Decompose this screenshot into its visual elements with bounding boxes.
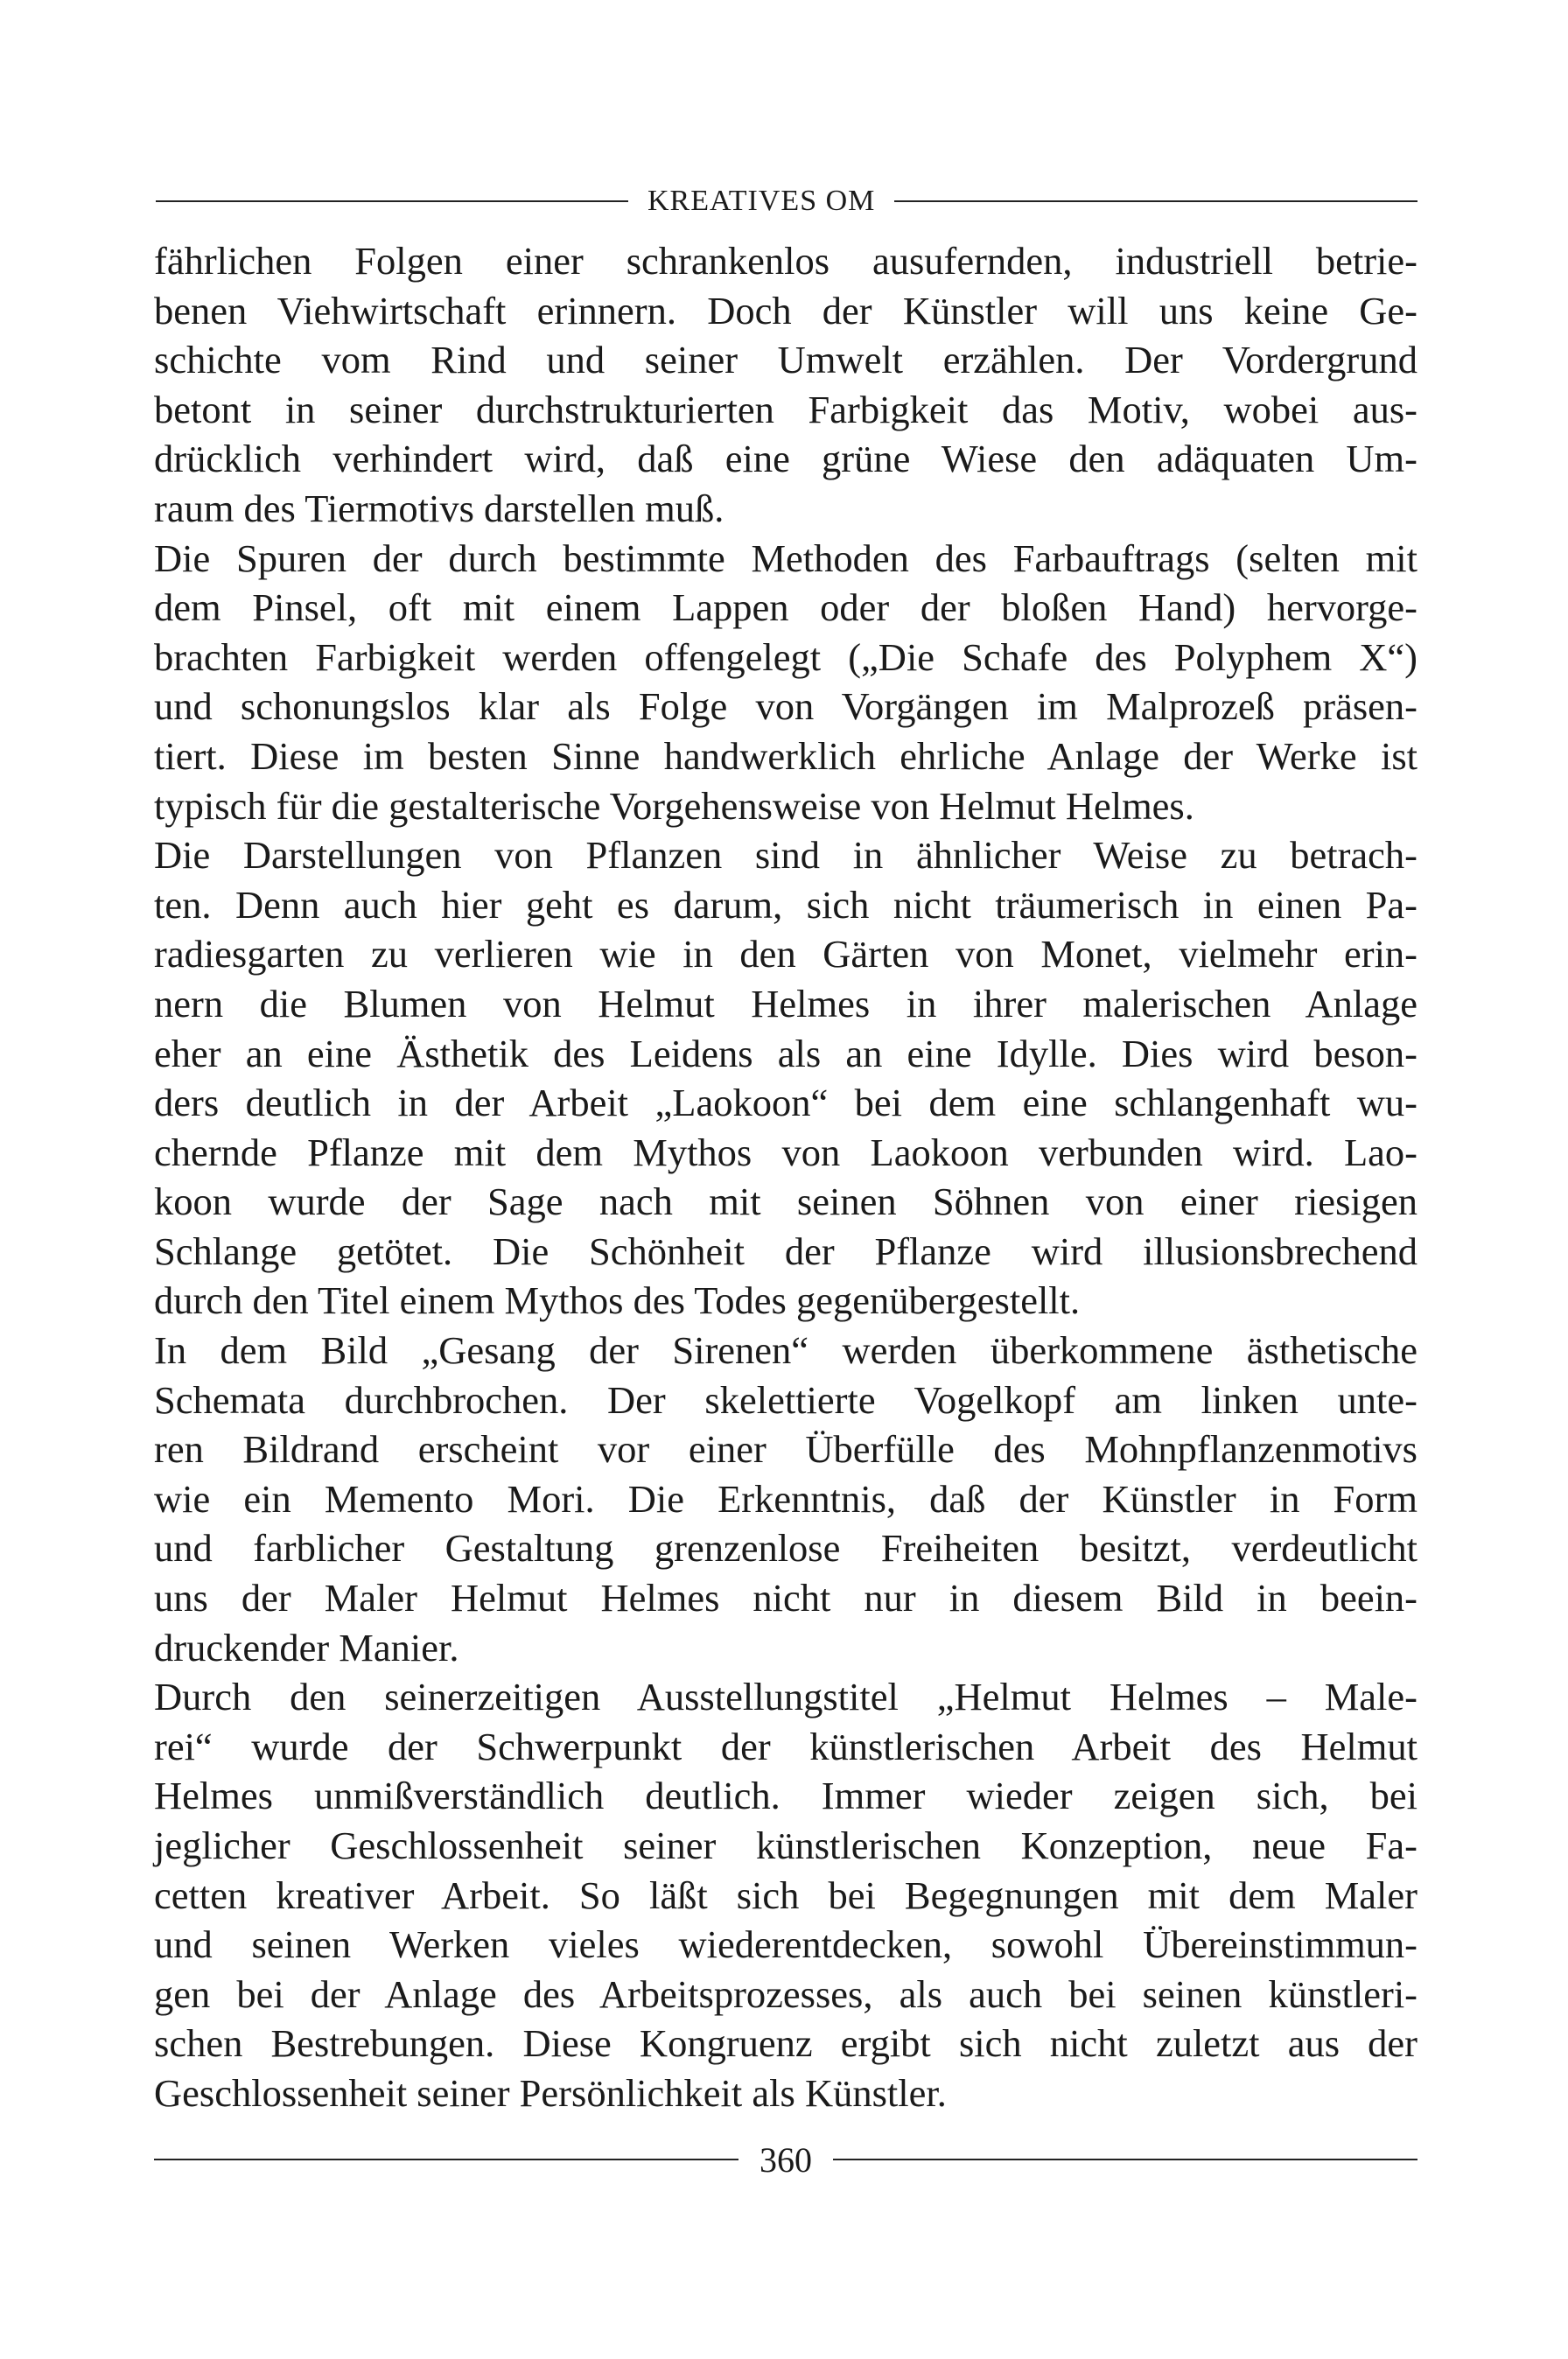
text-line: brachten Farbigkeit werden offengelegt („Die Schafe des Polyphem X“) <box>154 634 1418 679</box>
running-title: KREATIVES OM <box>648 185 876 217</box>
text-line: In dem Bild „Gesang der Sirenen“ werden überkommene ästhetische <box>154 1328 1418 1373</box>
header-rule-left <box>156 200 628 202</box>
text-line: ten. Denn auch hier geht es darum, sich nicht träumerisch in einen Pa- <box>154 882 1418 927</box>
text-line: durch den Titel einem Mythos des Todes gegenübergestellt. <box>154 1278 1081 1323</box>
text-line: und seinen Werken vieles wiederentdecken, sowohl Übereinstimmun- <box>154 1922 1418 1967</box>
text-line: gen bei der Anlage des Arbeitsprozesses, als auch bei seinen künstleri- <box>154 1971 1418 2016</box>
text-line: Die Spuren der durch bestimmte Methoden des Farbauftrags (selten mit <box>154 536 1418 580</box>
text-line: fährlichen Folgen einer schrankenlos ausufernden, industriell betrie- <box>154 239 1418 283</box>
text-line: betont in seiner durchstrukturierten Farbigkeit das Motiv, wobei aus- <box>154 387 1418 431</box>
text-line: raum des Tiermotivs darstellen muß. <box>154 486 724 530</box>
header-rule-right <box>894 200 1418 202</box>
text-line: chernde Pflanze mit dem Mythos von Laokoon verbunden wird. Lao- <box>154 1130 1418 1174</box>
text-line: Helmes unmißverständlich deutlich. Immer wieder zeigen sich, bei <box>154 1774 1418 1818</box>
text-line: tiert. Diese im besten Sinne handwerklich ehrliche Anlage der Werke ist <box>154 733 1418 778</box>
text-line: radiesgarten zu verlieren wie in den Gärten von Monet, vielmehr erin- <box>154 932 1418 976</box>
text-line: rei“ wurde der Schwerpunkt der künstlerischen Arbeit des Helmut <box>154 1724 1418 1768</box>
running-head <box>156 175 1418 228</box>
page-footer <box>154 2132 1418 2188</box>
body-text <box>154 236 1418 2118</box>
text-line: typisch für die gestalterische Vorgehensweise von Helmut Helmes. <box>154 783 1194 828</box>
text-line: jeglicher Geschlossenheit seiner künstlerischen Konzeption, neue Fa- <box>154 1824 1418 1867</box>
text-line: Geschlossenheit seiner Persönlichkeit als Künstler. <box>154 2070 947 2115</box>
text-line: Schemata durchbrochen. Der skelettierte Vogelkopf am linken unte- <box>154 1377 1418 1422</box>
text-line: und schonungslos klar als Folge von Vorgängen im Malprozeß präsen- <box>154 684 1418 729</box>
footer-rule-right <box>833 2159 1418 2160</box>
text-line: drücklich verhindert wird, daß eine grüne Wiese den adäquaten Um- <box>154 437 1418 481</box>
text-line: wie ein Memento Mori. Die Erkenntnis, daß der Künstler in Form <box>154 1476 1418 1521</box>
text-line: schen Bestrebungen. Diese Kongruenz ergibt sich nicht zuletzt aus der <box>154 2021 1418 2066</box>
text-line: Schlange getötet. Die Schönheit der Pflanze wird illusionsbrechend <box>154 1228 1418 1273</box>
text-line: druckender Manier. <box>154 1625 459 1670</box>
text-line: benen Viehwirtschaft erinnern. Doch der Künstler will uns keine Ge- <box>154 288 1418 332</box>
text-line: ders deutlich in der Arbeit „Laokoon“ bei dem eine schlangenhaft wu- <box>154 1081 1418 1125</box>
text-line: ren Bildrand erscheint vor einer Überfülle des Mohnpflanzenmotivs <box>154 1427 1418 1472</box>
text-line: dem Pinsel, oft mit einem Lappen oder der bloßen Hand) hervorge- <box>154 585 1418 630</box>
text-line: und farblicher Gestaltung grenzenlose Freiheiten besitzt, verdeutlicht <box>154 1526 1418 1571</box>
footer-rule-left <box>154 2159 738 2160</box>
text-line: Die Darstellungen von Pflanzen sind in ähnlicher Weise zu betrach- <box>154 833 1418 878</box>
text-line: eher an eine Ästhetik des Leidens als an eine Idylle. Dies wird beson- <box>154 1031 1418 1075</box>
text-line: uns der Maler Helmut Helmes nicht nur in diesem Bild in beein- <box>154 1576 1418 1620</box>
text-line: cetten kreativer Arbeit. So läßt sich bei Begegnungen mit dem Maler <box>154 1872 1418 1917</box>
text-line: nern die Blumen von Helmut Helmes in ihrer malerischen Anlage <box>154 981 1418 1026</box>
text-line: schichte vom Rind und seiner Umwelt erzählen. Der Vordergrund <box>154 338 1418 382</box>
page-number: 360 <box>760 2139 812 2180</box>
text-line: Durch den seinerzeitigen Ausstellungstitel „Helmut Helmes – Male- <box>154 1675 1418 1719</box>
text-line: koon wurde der Sage nach mit seinen Söhnen von einer riesigen <box>154 1180 1418 1224</box>
